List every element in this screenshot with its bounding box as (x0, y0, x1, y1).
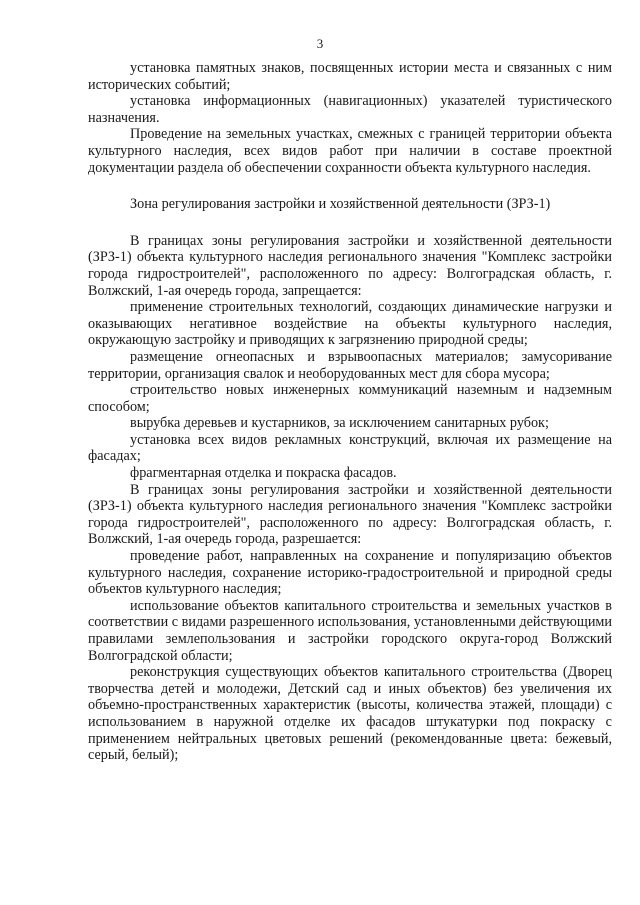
paragraph: Проведение на земельных участках, смежных с границей территории объекта культурного наследия, всех видов работ при наличии в составе проектной документации раздела об обеспечении сохранности объекта культурного наследия. (88, 126, 612, 176)
paragraph: вырубка деревьев и кустарников, за исключением санитарных рубок; (130, 415, 549, 432)
page-number: 3 (316, 36, 324, 51)
document-body (88, 60, 612, 764)
paragraph: установка памятных знаков, посвященных истории места и связанных с ним исторических событий; (88, 60, 612, 93)
paragraph: установка всех видов рекламных конструкций, включая их размещение на фасадах; (88, 431, 612, 465)
paragraph: строительство новых инженерных коммуникаций наземным и надземным способом; (88, 382, 612, 415)
paragraph: размещение огнеопасных и взрывоопасных материалов; замусоривание территории, организация свалок и необорудованных мест для сбора мусора; (88, 348, 612, 382)
paragraph: реконструкция существующих объектов капитального строительства (Дворец творчества детей и молодежи, Детский сад и иных объектов) без увеличения их объемно-пространственных характеристик (высоты, количества этажей, площади) с использованием в наружной отделке их фасадов штукатурки под покраску с применением нейтральных цветовых решений (рекомендованные цвета: бежевый, серый, белый); (88, 664, 612, 764)
paragraph: В границах зоны регулирования застройки и хозяйственной деятельности (ЗРЗ-1) объекта культурного наследия регионального значения "Комплекс застройки города гидростроителей", расположенного по адресу: Волгоградская область, г. Волжский, 1-ая очередь города, разрешается: (88, 481, 612, 548)
paragraph: фрагментарная отделка и покраска фасадов. (130, 465, 397, 482)
paragraph: применение строительных технологий, создающих динамические нагрузки и оказывающих негативное воздействие на объекты культурного наследия, окружающую застройку и приводящих к загрязнению природной среды; (88, 299, 612, 349)
paragraph: В границах зоны регулирования застройки и хозяйственной деятельности (ЗРЗ-1) объекта культурного наследия регионального значения "Комплекс застройки города гидростроителей", расположенного по адресу: Волгоградская область, г. Волжский, 1-ая очередь города, запрещается: (88, 232, 612, 299)
paragraph: проведение работ, направленных на сохранение и популяризацию объектов культурного наследия, сохранение историко-градостроительной и природной среды объектов культурного наследия; (88, 548, 612, 598)
paragraph: установка информационных (навигационных) указателей туристического назначения. (88, 93, 612, 126)
paragraph: использование объектов капитального строительства и земельных участков в соответствии с видами разрешенного использования, установленными действующими правилами землепользования и застройки городского округа-город Волжский Волгоградской области; (88, 597, 612, 664)
section-heading: Зона регулирования застройки и хозяйственной деятельности (ЗРЗ-1) (130, 196, 551, 213)
